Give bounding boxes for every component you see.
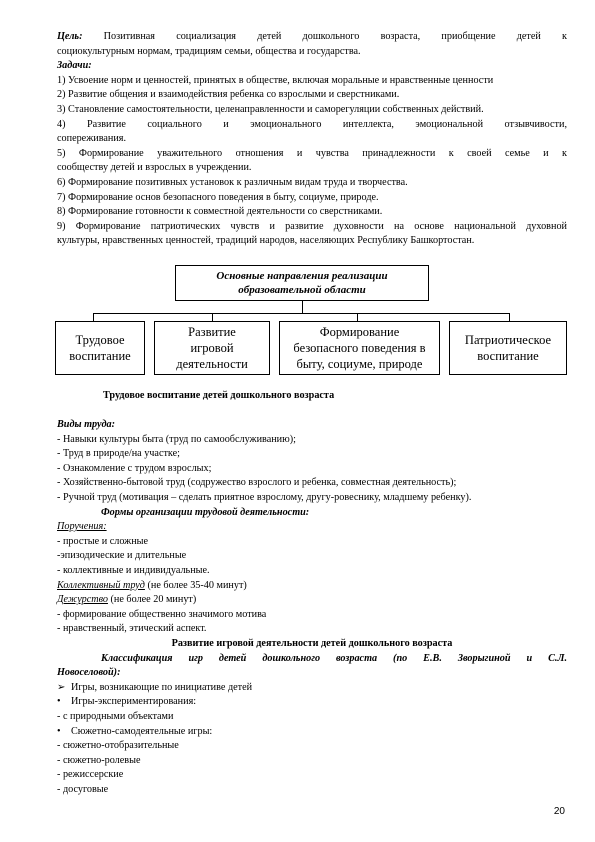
labor-type-3: - Ознакомление с трудом взрослых;	[57, 462, 212, 474]
task-4: 4) Развитие социального и эмоционального интеллекта, эмоциональной отзывчивости,	[57, 118, 567, 130]
duty-note: (не более 20 минут)	[107, 594, 197, 606]
assignment-2: -эпизодические и длительные	[57, 550, 187, 562]
dot-bullet-icon: •	[57, 725, 61, 737]
connector-drop-4	[509, 313, 510, 321]
duty-line	[57, 593, 567, 608]
collective-line	[57, 579, 567, 594]
forms-heading: Формы организации трудовой деятельности:	[101, 506, 310, 518]
labor-type-4: - Хозяйственно-бытовой труд (содружество взрослого и ребенка, совместная деятельность);	[57, 477, 457, 489]
classification-line-1: Классификация игр детей дошкольного возраста (по Е.В. Зворыгиной и С.Л.	[101, 652, 567, 664]
task-5: 5) Формирование уважительного отношения и чувства принадлежности к своей семье и к	[57, 147, 567, 159]
blank-line	[57, 404, 567, 419]
box-safety-line-2: безопасного поведения в	[293, 340, 426, 355]
games-arrow-text: Игры, возникающие по инициативе детей	[71, 681, 253, 693]
box-play-line-3: деятельности	[176, 356, 248, 371]
task-1: 1) Усвоение норм и ценностей, принятых в обществе, включая моральные и нравственные ценности	[57, 74, 494, 86]
labor-types-label: Виды труда:	[57, 419, 116, 431]
games-bullet-1	[57, 695, 567, 710]
diagram-top-line-1: Основные направления реализации	[216, 269, 388, 282]
dot-bullet-icon: •	[57, 696, 61, 708]
diagram-box-safety	[279, 321, 440, 375]
box-safety-line-1: Формирование	[319, 324, 400, 339]
task-2: 2) Развитие общения и взаимодействия ребенка со взрослыми и сверстниками.	[57, 89, 400, 101]
assignment-1: - простые и сложные	[57, 535, 149, 547]
box-play-line-1: Развитие	[188, 324, 236, 339]
duty-label: Дежурство	[57, 594, 108, 606]
labor-type-5: - Ручной труд (мотивация – сделать приятное взрослому, другу-ровеснику, младшему ребенку).	[57, 492, 472, 504]
task-5-cont: сообществу детей и взрослых в учреждении.	[57, 162, 252, 174]
diagram-top-box	[175, 265, 429, 301]
games-arrow-item	[57, 681, 567, 696]
connector-drop-3	[357, 313, 358, 321]
directions-diagram	[57, 265, 567, 383]
box-labor-line-2: воспитание	[69, 348, 131, 363]
task-6: 6) Формирование позитивных установок к различным видам труда и творчества.	[57, 176, 408, 188]
box-safety-line-3: быту, социуме, природе	[296, 356, 423, 371]
task-8: 8) Формирование готовности к совместной деятельности со сверстниками.	[57, 206, 383, 218]
collective-label: Коллективный труд	[57, 579, 145, 591]
games-sub1-1: - с природными объектами	[57, 710, 174, 722]
connector-vertical	[302, 301, 303, 313]
games-bullet-2-text: Сюжетно-самодеятельные игры:	[71, 725, 213, 737]
page-number: 20	[553, 806, 565, 817]
goal-label: Цель:	[57, 31, 83, 42]
assignments-label: Поручения:	[57, 521, 107, 533]
diagram-box-play	[154, 321, 270, 375]
task-3: 3) Становление самостоятельности, целенаправленности и саморегуляции собственных действий.	[57, 103, 484, 115]
classification-line-2: Новоселовой):	[57, 667, 121, 679]
labor-type-2: - Труд в природе/на участке;	[57, 448, 180, 460]
goal-line-2: социокультурным нормам, традициям семьи, общества и государства.	[57, 45, 361, 57]
diagram-box-patriotic	[449, 321, 567, 375]
goal-text: Позитивная социализация детей дошкольного возраста, приобщение детей к	[82, 31, 567, 42]
games-sub2-2: - сюжетно-ролевые	[57, 754, 141, 766]
task-4-cont: сопереживания.	[57, 133, 127, 145]
arrow-bullet-icon: ➢	[57, 681, 66, 693]
connector-horizontal	[93, 313, 509, 314]
goal-line	[57, 30, 567, 45]
task-7: 7) Формирование основ безопасного поведения в быту, социуме, природе.	[57, 191, 379, 203]
box-patriotic-line-1: Патриотическое	[464, 332, 552, 347]
games-bullet-1-text: Игры-экспериментирования:	[71, 696, 197, 708]
game-heading: Развитие игровой деятельности детей дошкольного возраста	[171, 638, 453, 649]
labor-type-1: - Навыки культуры быта (труд по самообслуживанию);	[57, 433, 296, 445]
diagram-top-line-2: образовательной области	[238, 283, 366, 296]
task-9-cont: культуры, нравственных ценностей, традиций народов, населяющих Республику Башкортостан.	[57, 235, 475, 247]
box-labor-line-1: Трудовое	[75, 332, 125, 347]
assignment-3: - коллективные и индивидуальные.	[57, 565, 210, 577]
diagram-box-labor	[55, 321, 145, 375]
task-9: 9) Формирование патриотических чувств и развитие духовности на основе национальной духовной	[57, 220, 567, 232]
labor-heading: Трудовое воспитание детей дошкольного возраста	[103, 389, 335, 401]
connector-drop-1	[93, 313, 94, 321]
box-play-line-2: игровой	[190, 340, 234, 355]
page-content	[57, 30, 567, 798]
tasks-label: Задачи:	[57, 60, 92, 72]
games-sub2-4: - досуговые	[57, 783, 109, 795]
duty-item-1: - формирование общественно значимого мотива	[57, 608, 267, 620]
duty-item-2: - нравственный, этический аспект.	[57, 623, 207, 635]
box-patriotic-line-2: воспитание	[477, 348, 539, 363]
games-bullet-2	[57, 725, 567, 740]
collective-note: (не более 35-40 минут)	[144, 579, 247, 591]
games-sub2-1: - сюжетно-отобразительные	[57, 740, 179, 752]
connector-drop-2	[212, 313, 213, 321]
games-sub2-3: - режиссерские	[57, 769, 124, 781]
